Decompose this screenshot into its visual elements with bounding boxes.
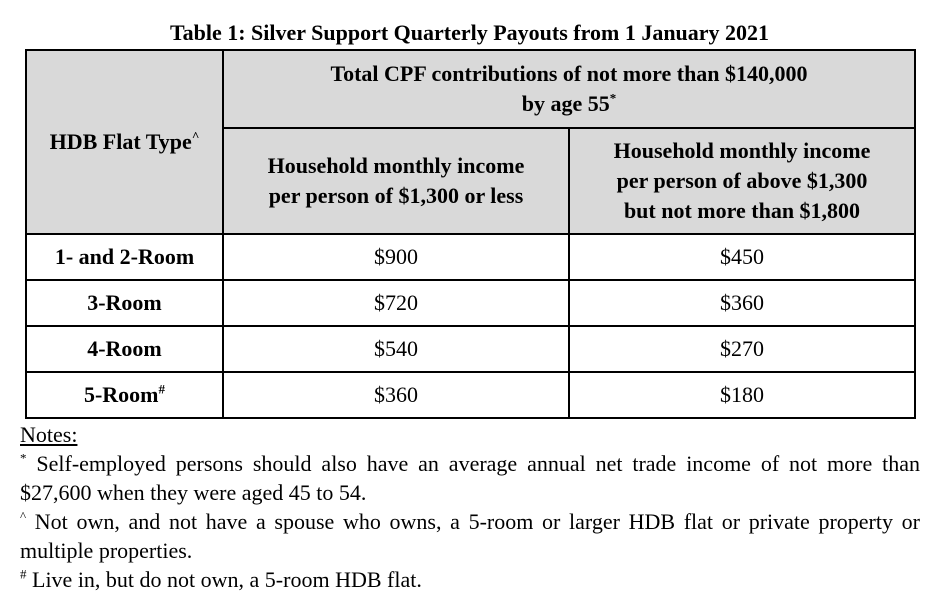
note-mark: * <box>20 450 27 466</box>
income-high-header <box>569 128 915 234</box>
flat-type-cell: 5-Room# <box>26 372 223 418</box>
notes-section <box>20 420 920 594</box>
caret-footnote-mark: ^ <box>191 128 200 144</box>
hash-footnote-mark: # <box>158 381 166 397</box>
hdb-flat-type-header <box>26 50 223 234</box>
income-high-header-line2: per person of above $1,300 <box>616 168 868 193</box>
flat-type-cell: 1- and 2-Room <box>26 234 223 280</box>
flat-type-cell: 3-Room <box>26 280 223 326</box>
note-self-employed <box>20 449 920 507</box>
payout-low-cell: $360 <box>223 372 569 418</box>
table-row <box>26 280 915 326</box>
table-row <box>26 234 915 280</box>
payout-high-cell: $180 <box>569 372 915 418</box>
payout-high-cell: $270 <box>569 326 915 372</box>
income-low-header-line2: per person of $1,300 or less <box>268 183 524 208</box>
income-low-header <box>223 128 569 234</box>
notes-heading: Notes: <box>20 422 78 447</box>
note-text: Self-employed persons should also have an average annual net trade income of not more than $27,600 when they were aged 45 to 54. <box>20 451 920 505</box>
hdb-flat-type-header-text: HDB Flat Type <box>49 129 192 154</box>
note-text: Live in, but do not own, a 5-room HDB flat. <box>26 567 422 592</box>
payout-table <box>25 49 916 419</box>
table-title: Table 1: Silver Support Quarterly Payouts from 1 January 2021 <box>169 20 770 45</box>
note-mark: ^ <box>20 508 27 524</box>
flat-type-cell: 4-Room <box>26 326 223 372</box>
note-text: Not own, and not have a spouse who owns, a 5-room or larger HDB flat or private property or multiple properties. <box>20 509 920 563</box>
asterisk-footnote-mark: * <box>609 90 617 106</box>
payout-high-cell: $450 <box>569 234 915 280</box>
income-high-header-line1: Household monthly income <box>613 138 871 163</box>
note-mark: # <box>20 566 27 582</box>
payout-low-cell: $720 <box>223 280 569 326</box>
payout-low-cell: $540 <box>223 326 569 372</box>
table-row <box>26 372 915 418</box>
payout-low-cell: $900 <box>223 234 569 280</box>
income-high-header-line3: but not more than $1,800 <box>623 198 861 223</box>
table-row <box>26 326 915 372</box>
note-five-room <box>20 565 920 594</box>
income-low-header-line1: Household monthly income <box>267 153 525 178</box>
note-flat-ownership <box>20 507 920 565</box>
cpf-header-line1: Total CPF contributions of not more than $140,000 <box>330 61 808 86</box>
payout-high-cell: $360 <box>569 280 915 326</box>
cpf-contributions-header <box>223 50 915 128</box>
cpf-header-line2: by age 55 <box>521 91 610 116</box>
